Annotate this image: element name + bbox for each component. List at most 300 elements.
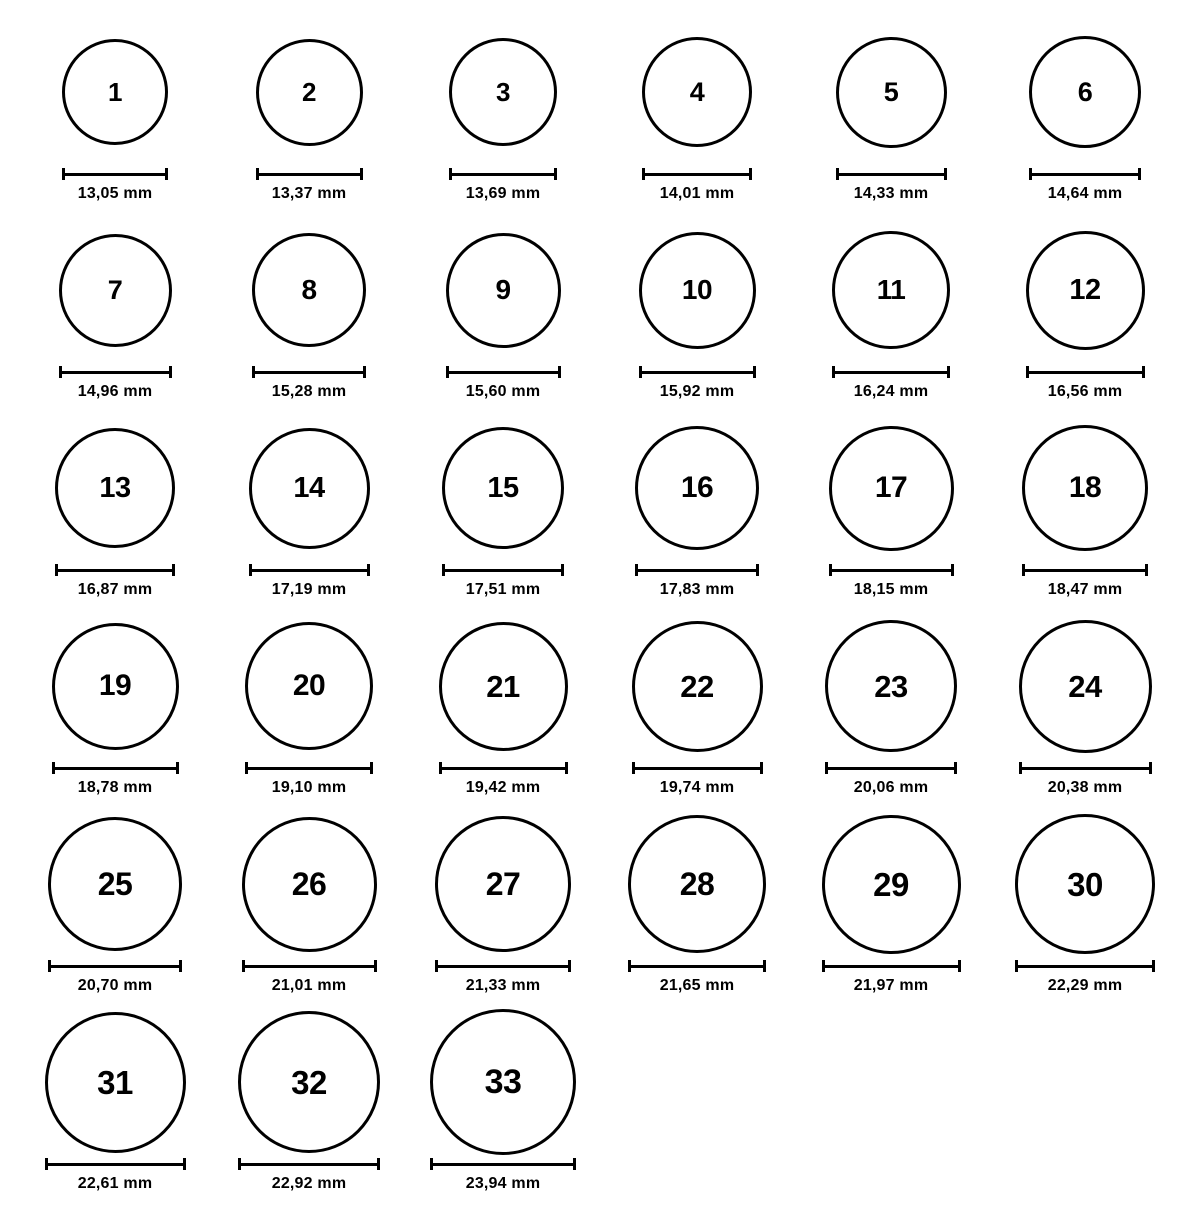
diameter-label: 22,29 mm	[1047, 977, 1123, 994]
ring-size-number: 22	[680, 668, 714, 704]
diameter-bar-cap-left	[825, 762, 828, 774]
diameter-bar-cap-right	[565, 762, 568, 774]
diameter-bar-cap-left	[639, 366, 642, 378]
diameter-bar-icon	[59, 366, 172, 377]
ring-measure	[242, 960, 377, 995]
diameter-bar-cap-left	[245, 762, 248, 774]
ring-size-cell	[214, 18, 404, 216]
ring-size-cell	[990, 18, 1180, 216]
ring-size-number: 2	[302, 77, 316, 107]
diameter-bar-icon	[628, 960, 766, 971]
diameter-bar-cap-left	[1019, 762, 1022, 774]
diameter-bar-line	[446, 371, 561, 374]
diameter-bar-cap-left	[442, 564, 445, 576]
ring-size-cell	[214, 612, 404, 810]
diameter-bar-line	[642, 173, 752, 176]
diameter-bar-cap-left	[642, 168, 645, 180]
ring-measure	[632, 762, 763, 797]
ring-circle-wrap	[48, 810, 182, 958]
ring-measure	[59, 366, 172, 401]
diameter-bar-cap-right	[558, 366, 561, 378]
diameter-bar-cap-right	[760, 762, 763, 774]
ring-size-number: 27	[485, 866, 521, 902]
ring-circle-icon	[1019, 620, 1152, 753]
ring-size-number: 31	[97, 1063, 133, 1101]
ring-measure	[45, 1158, 186, 1193]
ring-circle-wrap	[1026, 216, 1145, 364]
diameter-bar-icon	[829, 564, 954, 575]
ring-size-cell	[408, 18, 598, 216]
diameter-bar-line	[639, 371, 756, 374]
diameter-bar-cap-right	[568, 960, 571, 972]
ring-measure	[642, 168, 752, 203]
ring-size-number: 19	[98, 669, 132, 702]
diameter-bar-cap-left	[252, 366, 255, 378]
ring-circle-icon	[62, 39, 168, 145]
ring-circle-wrap	[430, 1008, 576, 1156]
diameter-bar-cap-right	[165, 168, 168, 180]
ring-size-number: 6	[1077, 76, 1093, 107]
diameter-bar-cap-left	[242, 960, 245, 972]
diameter-bar-cap-right	[756, 564, 759, 576]
ring-circle-wrap	[639, 216, 756, 364]
ring-circle-wrap	[256, 18, 363, 166]
ring-circle-icon	[449, 38, 557, 146]
ring-size-number: 21	[486, 668, 520, 704]
diameter-bar-cap-right	[363, 366, 366, 378]
ring-circle-wrap	[238, 1008, 380, 1156]
diameter-label: 20,70 mm	[77, 977, 153, 994]
ring-circle-wrap	[628, 810, 766, 958]
ring-circle-icon	[829, 426, 954, 551]
ring-size-cell	[602, 216, 792, 414]
ring-measure	[1022, 564, 1148, 599]
ring-size-cell	[214, 1008, 404, 1206]
diameter-bar-line	[1029, 173, 1141, 176]
diameter-bar-line	[829, 569, 954, 572]
ring-size-cell	[796, 18, 986, 216]
ring-circle-wrap	[449, 18, 557, 166]
ring-size-cell	[20, 216, 210, 414]
diameter-bar-line	[52, 767, 179, 770]
diameter-bar-cap-left	[62, 168, 65, 180]
ring-circle-icon	[435, 816, 571, 952]
ring-size-cell	[408, 414, 598, 612]
ring-measure	[635, 564, 759, 599]
diameter-bar-line	[252, 371, 366, 374]
diameter-bar-cap-left	[1029, 168, 1032, 180]
ring-circle-wrap	[836, 18, 947, 166]
diameter-bar-cap-left	[1022, 564, 1025, 576]
diameter-bar-cap-right	[1149, 762, 1152, 774]
ring-measure	[1026, 366, 1145, 401]
ring-size-cell	[796, 612, 986, 810]
ring-circle-icon	[632, 621, 763, 752]
diameter-bar-line	[836, 173, 947, 176]
diameter-bar-cap-left	[628, 960, 631, 972]
ring-size-cell	[408, 810, 598, 1008]
diameter-bar-icon	[430, 1158, 576, 1169]
diameter-bar-icon	[62, 168, 168, 179]
ring-measure	[245, 762, 373, 797]
ring-size-cell	[408, 1008, 598, 1206]
diameter-bar-cap-left	[435, 960, 438, 972]
ring-measure	[446, 366, 561, 401]
diameter-bar-cap-right	[763, 960, 766, 972]
diameter-bar-cap-left	[449, 168, 452, 180]
diameter-bar-icon	[1022, 564, 1148, 575]
diameter-bar-line	[45, 1163, 186, 1166]
diameter-bar-line	[632, 767, 763, 770]
diameter-bar-cap-right	[561, 564, 564, 576]
ring-size-cell	[214, 216, 404, 414]
diameter-label: 14,33 mm	[853, 185, 929, 202]
diameter-label: 13,69 mm	[465, 185, 541, 202]
ring-measure	[1029, 168, 1141, 203]
ring-circle-icon	[48, 817, 182, 951]
ring-circle-icon	[822, 815, 961, 954]
ring-circle-icon	[825, 620, 957, 752]
diameter-bar-line	[628, 965, 766, 968]
diameter-bar-cap-right	[1152, 960, 1155, 972]
ring-size-cell	[796, 414, 986, 612]
ring-size-number: 14	[293, 471, 325, 504]
ring-circle-icon	[639, 232, 756, 349]
diameter-label: 13,05 mm	[77, 185, 153, 202]
ring-measure	[829, 564, 954, 599]
ring-circle-wrap	[635, 414, 759, 562]
ring-measure	[1015, 960, 1155, 995]
diameter-label: 19,74 mm	[659, 779, 735, 796]
ring-circle-icon	[635, 426, 759, 550]
ring-size-number: 26	[291, 866, 327, 902]
diameter-label: 18,47 mm	[1047, 581, 1123, 598]
diameter-bar-cap-right	[947, 366, 950, 378]
diameter-bar-cap-left	[446, 366, 449, 378]
ring-circle-icon	[832, 231, 950, 349]
diameter-bar-icon	[446, 366, 561, 377]
ring-size-number: 3	[496, 77, 510, 107]
diameter-bar-line	[238, 1163, 380, 1166]
diameter-bar-cap-left	[635, 564, 638, 576]
ring-size-number: 23	[874, 668, 908, 704]
diameter-bar-cap-left	[249, 564, 252, 576]
diameter-bar-icon	[632, 762, 763, 773]
ring-size-number: 33	[484, 1063, 522, 1101]
ring-size-number: 18	[1068, 471, 1102, 504]
ring-measure	[439, 762, 568, 797]
diameter-bar-cap-left	[1026, 366, 1029, 378]
diameter-bar-cap-right	[954, 762, 957, 774]
diameter-bar-line	[245, 767, 373, 770]
diameter-bar-icon	[256, 168, 363, 179]
ring-size-number: 32	[291, 1063, 327, 1101]
diameter-label: 23,94 mm	[465, 1175, 541, 1192]
ring-size-cell	[990, 810, 1180, 1008]
diameter-bar-icon	[639, 366, 756, 377]
diameter-bar-icon	[52, 762, 179, 773]
diameter-bar-icon	[642, 168, 752, 179]
ring-size-cell	[602, 810, 792, 1008]
diameter-bar-cap-right	[1142, 366, 1145, 378]
ring-size-grid	[0, 18, 1200, 1206]
diameter-bar-icon	[1029, 168, 1141, 179]
diameter-bar-icon	[252, 366, 366, 377]
diameter-bar-icon	[635, 564, 759, 575]
diameter-bar-cap-left	[1015, 960, 1018, 972]
diameter-label: 21,33 mm	[465, 977, 541, 994]
diameter-bar-line	[439, 767, 568, 770]
ring-circle-wrap	[822, 810, 961, 958]
ring-circle-wrap	[439, 612, 568, 760]
diameter-bar-icon	[836, 168, 947, 179]
diameter-label: 22,61 mm	[77, 1175, 153, 1192]
diameter-bar-icon	[1019, 762, 1152, 773]
ring-circle-wrap	[435, 810, 571, 958]
diameter-label: 19,10 mm	[271, 779, 347, 796]
ring-size-number: 30	[1067, 865, 1103, 903]
diameter-bar-line	[55, 569, 175, 572]
diameter-bar-cap-right	[374, 960, 377, 972]
ring-circle-icon	[55, 428, 175, 548]
ring-circle-icon	[628, 815, 766, 953]
diameter-label: 16,87 mm	[77, 581, 153, 598]
ring-circle-icon	[1022, 425, 1148, 551]
ring-circle-wrap	[62, 18, 168, 166]
ring-size-number: 5	[883, 76, 899, 107]
diameter-bar-cap-left	[52, 762, 55, 774]
ring-measure	[249, 564, 370, 599]
diameter-bar-line	[256, 173, 363, 176]
diameter-bar-cap-right	[958, 960, 961, 972]
ring-circle-wrap	[242, 810, 377, 958]
ring-circle-icon	[238, 1011, 380, 1153]
ring-measure	[252, 366, 366, 401]
diameter-bar-icon	[1026, 366, 1145, 377]
diameter-label: 20,38 mm	[1047, 779, 1123, 796]
ring-measure	[1019, 762, 1152, 797]
ring-circle-wrap	[832, 216, 950, 364]
ring-size-cell	[20, 810, 210, 1008]
diameter-label: 19,42 mm	[465, 779, 541, 796]
diameter-bar-line	[435, 965, 571, 968]
diameter-bar-line	[1019, 767, 1152, 770]
diameter-label: 16,24 mm	[853, 383, 929, 400]
diameter-label: 21,65 mm	[659, 977, 735, 994]
ring-size-number: 4	[689, 76, 705, 107]
diameter-bar-cap-left	[45, 1158, 48, 1170]
diameter-label: 18,78 mm	[77, 779, 153, 796]
ring-measure	[442, 564, 564, 599]
diameter-label: 14,96 mm	[77, 383, 153, 400]
diameter-bar-cap-right	[1138, 168, 1141, 180]
diameter-bar-icon	[45, 1158, 186, 1169]
ring-circle-wrap	[1019, 612, 1152, 760]
ring-measure	[256, 168, 363, 203]
diameter-bar-cap-left	[832, 366, 835, 378]
diameter-bar-cap-left	[59, 366, 62, 378]
ring-circle-wrap	[52, 612, 179, 760]
diameter-label: 18,15 mm	[853, 581, 929, 598]
diameter-bar-line	[1022, 569, 1148, 572]
ring-size-number: 20	[292, 669, 326, 702]
diameter-bar-line	[242, 965, 377, 968]
ring-size-number: 16	[680, 471, 714, 504]
ring-size-number: 17	[874, 471, 908, 504]
diameter-bar-line	[635, 569, 759, 572]
diameter-bar-cap-right	[367, 564, 370, 576]
ring-circle-icon	[252, 233, 366, 347]
diameter-bar-icon	[825, 762, 957, 773]
ring-circle-wrap	[45, 1008, 186, 1156]
ring-size-number: 1	[108, 77, 122, 107]
ring-size-number: 28	[679, 866, 715, 902]
diameter-bar-icon	[832, 366, 950, 377]
ring-measure	[832, 366, 950, 401]
ring-circle-icon	[242, 817, 377, 952]
diameter-bar-cap-left	[439, 762, 442, 774]
diameter-bar-line	[59, 371, 172, 374]
diameter-label: 17,51 mm	[465, 581, 541, 598]
diameter-bar-icon	[238, 1158, 380, 1169]
ring-circle-wrap	[249, 414, 370, 562]
diameter-bar-line	[822, 965, 961, 968]
ring-size-number: 7	[107, 274, 123, 305]
ring-size-cell	[214, 810, 404, 1008]
diameter-bar-cap-left	[48, 960, 51, 972]
diameter-bar-cap-right	[944, 168, 947, 180]
diameter-label: 15,60 mm	[465, 383, 541, 400]
diameter-bar-icon	[1015, 960, 1155, 971]
ring-size-cell	[20, 1008, 210, 1206]
diameter-bar-cap-right	[749, 168, 752, 180]
ring-size-cell	[20, 612, 210, 810]
diameter-bar-cap-right	[172, 564, 175, 576]
diameter-bar-cap-right	[554, 168, 557, 180]
ring-circle-icon	[642, 37, 752, 147]
ring-size-cell	[990, 612, 1180, 810]
diameter-bar-line	[442, 569, 564, 572]
diameter-bar-line	[249, 569, 370, 572]
diameter-label: 17,19 mm	[271, 581, 347, 598]
ring-size-number: 11	[876, 274, 906, 305]
ring-size-number: 9	[495, 274, 511, 305]
diameter-bar-cap-right	[1145, 564, 1148, 576]
diameter-label: 21,01 mm	[271, 977, 347, 994]
ring-circle-icon	[59, 234, 172, 347]
ring-size-number: 12	[1069, 273, 1101, 306]
ring-size-number: 15	[487, 471, 519, 504]
ring-measure	[62, 168, 168, 203]
diameter-bar-icon	[449, 168, 557, 179]
ring-size-number: 29	[873, 865, 909, 903]
ring-size-number: 10	[681, 274, 713, 305]
ring-circle-icon	[442, 427, 564, 549]
ring-circle-wrap	[446, 216, 561, 364]
ring-measure	[48, 960, 182, 995]
ring-circle-wrap	[1029, 18, 1141, 166]
diameter-label: 22,92 mm	[271, 1175, 347, 1192]
diameter-bar-cap-right	[377, 1158, 380, 1170]
ring-size-cell	[408, 612, 598, 810]
diameter-label: 15,92 mm	[659, 383, 735, 400]
diameter-bar-cap-right	[951, 564, 954, 576]
ring-circle-icon	[249, 428, 370, 549]
diameter-label: 15,28 mm	[271, 383, 347, 400]
diameter-bar-cap-right	[370, 762, 373, 774]
diameter-bar-icon	[249, 564, 370, 575]
ring-circle-wrap	[442, 414, 564, 562]
ring-size-number: 25	[97, 866, 133, 902]
ring-size-cell	[796, 810, 986, 1008]
diameter-bar-line	[832, 371, 950, 374]
ring-circle-icon	[439, 622, 568, 751]
ring-measure	[628, 960, 766, 995]
ring-circle-icon	[430, 1009, 576, 1155]
diameter-bar-line	[48, 965, 182, 968]
ring-circle-wrap	[829, 414, 954, 562]
diameter-bar-cap-right	[169, 366, 172, 378]
diameter-bar-icon	[822, 960, 961, 971]
diameter-bar-cap-right	[753, 366, 756, 378]
diameter-label: 14,64 mm	[1047, 185, 1123, 202]
ring-measure	[435, 960, 571, 995]
ring-measure	[825, 762, 957, 797]
diameter-bar-cap-left	[836, 168, 839, 180]
ring-circle-icon	[836, 37, 947, 148]
diameter-label: 20,06 mm	[853, 779, 929, 796]
diameter-bar-icon	[245, 762, 373, 773]
diameter-bar-line	[449, 173, 557, 176]
diameter-bar-cap-right	[176, 762, 179, 774]
diameter-bar-icon	[442, 564, 564, 575]
ring-circle-wrap	[55, 414, 175, 562]
diameter-bar-cap-left	[256, 168, 259, 180]
ring-measure	[836, 168, 947, 203]
ring-circle-wrap	[825, 612, 957, 760]
diameter-bar-cap-right	[179, 960, 182, 972]
ring-circle-wrap	[632, 612, 763, 760]
ring-circle-icon	[1015, 814, 1155, 954]
ring-circle-icon	[1029, 36, 1141, 148]
ring-size-cell	[214, 414, 404, 612]
ring-size-cell	[990, 414, 1180, 612]
diameter-bar-icon	[439, 762, 568, 773]
diameter-label: 13,37 mm	[271, 185, 347, 202]
diameter-label: 16,56 mm	[1047, 383, 1123, 400]
ring-circle-icon	[245, 622, 373, 750]
diameter-bar-icon	[48, 960, 182, 971]
ring-circle-icon	[446, 233, 561, 348]
ring-size-cell	[602, 18, 792, 216]
diameter-bar-cap-left	[430, 1158, 433, 1170]
diameter-bar-line	[62, 173, 168, 176]
diameter-bar-cap-right	[183, 1158, 186, 1170]
ring-size-cell	[602, 414, 792, 612]
ring-measure	[52, 762, 179, 797]
ring-measure	[55, 564, 175, 599]
ring-measure	[430, 1158, 576, 1193]
ring-measure	[238, 1158, 380, 1193]
ring-size-cell	[602, 612, 792, 810]
ring-measure	[449, 168, 557, 203]
ring-circle-wrap	[59, 216, 172, 364]
ring-circle-icon	[52, 623, 179, 750]
diameter-bar-line	[1026, 371, 1145, 374]
diameter-label: 21,97 mm	[853, 977, 929, 994]
ring-circle-wrap	[642, 18, 752, 166]
diameter-bar-cap-left	[238, 1158, 241, 1170]
